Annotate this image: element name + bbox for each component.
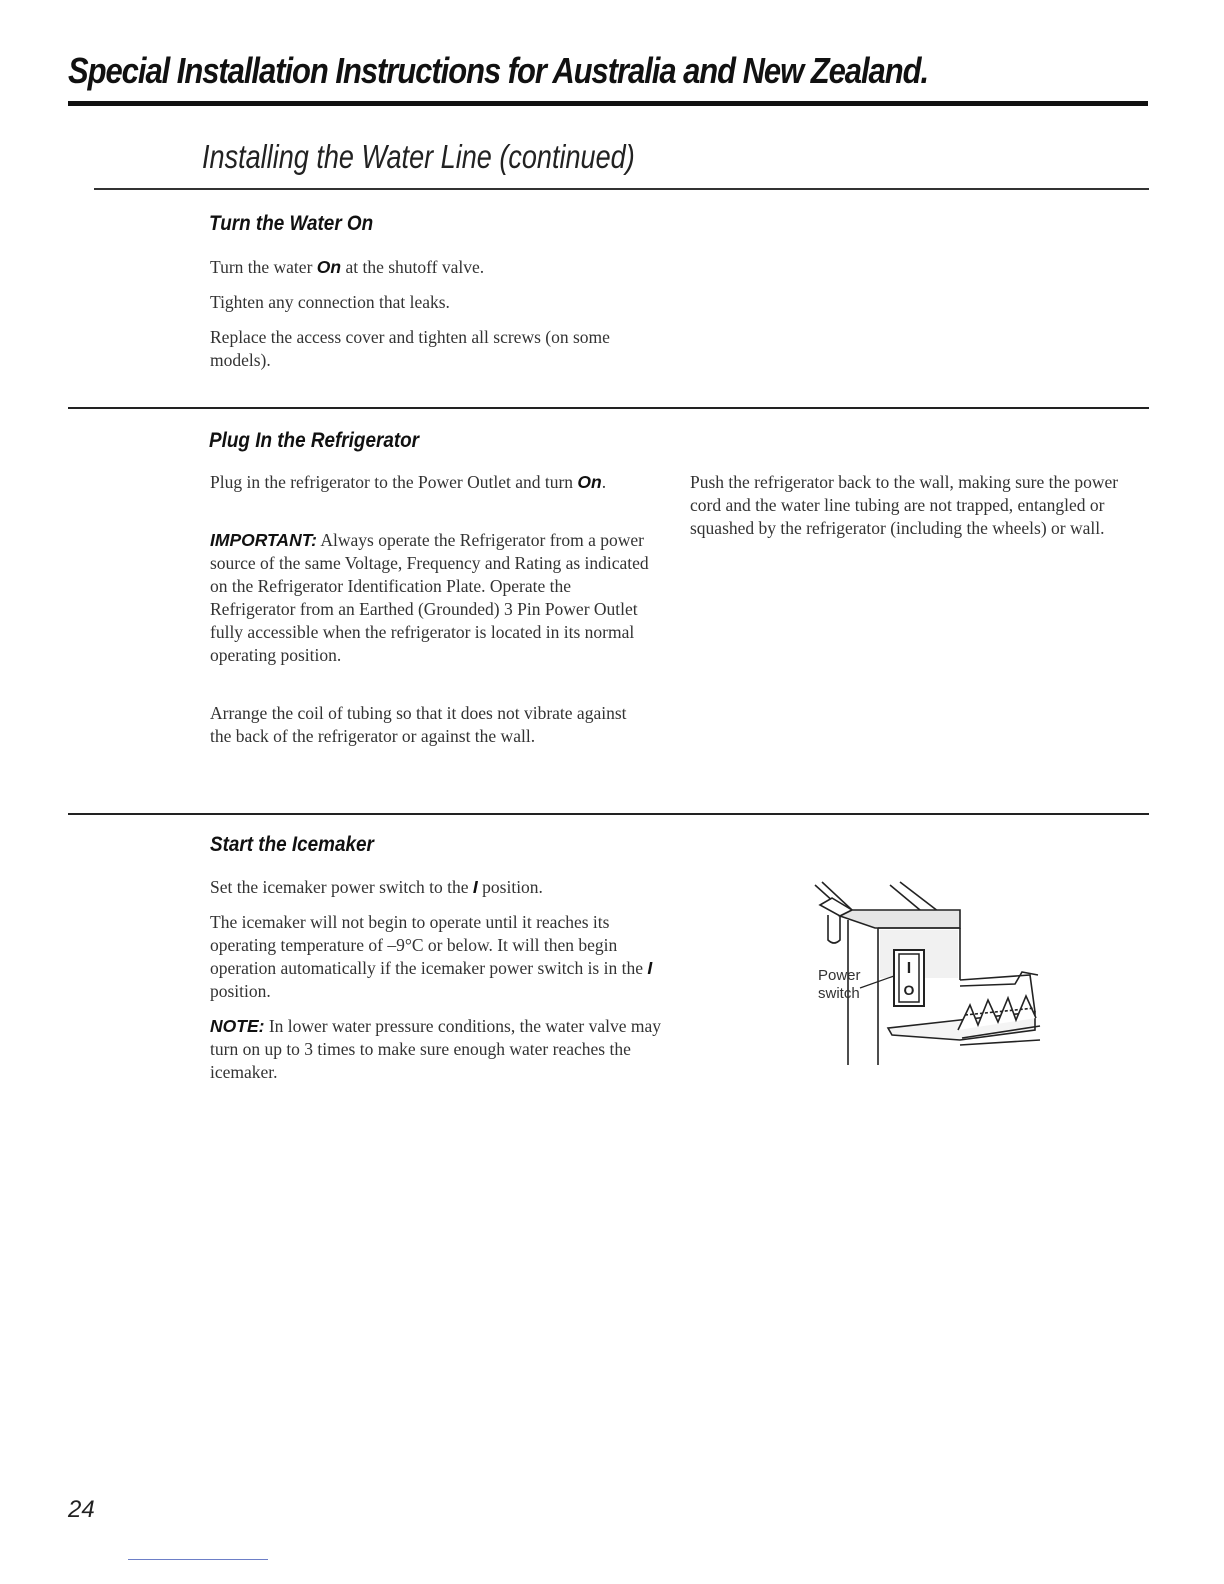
important-label: IMPORTANT: — [210, 530, 317, 550]
position-symbol: I — [647, 958, 653, 978]
water-on-step-1: Turn the water On at the shutoff valve. — [210, 257, 485, 277]
section-heading-start-icemaker: Start the Icemaker — [210, 833, 374, 856]
plug-in-step-1: Plug in the refrigerator to the Power Outlet and turn On. — [210, 472, 607, 492]
section-heading-plug-in: Plug In the Refrigerator — [209, 429, 420, 452]
icemaker-step-1: Set the icemaker power switch to the I position. — [210, 877, 543, 897]
icemaker-step-2: The icemaker will not begin to operate until it reaches its operating temperature of –9°C or below. It will then begin operation automatically if the icemaker power switch is in the I position. — [210, 912, 653, 1001]
subtitle-rule — [94, 188, 1149, 190]
plug-in-step-coil: Arrange the coil of tubing so that it does not vibrate against the back of the refrigerator or against the wall. — [210, 703, 627, 746]
switch-off-symbol: O — [903, 982, 915, 998]
title-rule — [68, 101, 1148, 106]
water-on-step-3: Replace the access cover and tighten all screws (on some models). — [210, 327, 610, 370]
power-switch-label-line-1: Power — [818, 967, 861, 984]
page-title: Special Installation Instructions for Australia and New Zealand. — [68, 50, 929, 91]
page-subtitle: Installing the Water Line (continued) — [202, 138, 635, 175]
icemaker-note: NOTE: In lower water pressure conditions, the water valve may turn on up to 3 times to make sure enough water reaches the icemaker. — [210, 1016, 661, 1082]
on-keyword: On — [577, 472, 602, 492]
footer-line — [128, 1559, 268, 1560]
position-symbol: I — [472, 877, 478, 897]
page-number: 24 — [68, 1496, 95, 1523]
section-divider — [68, 813, 1149, 815]
power-switch-label-line-2: switch — [818, 985, 860, 1002]
switch-on-symbol: I — [906, 960, 912, 977]
section-heading-turn-water-on: Turn the Water On — [209, 212, 374, 235]
section-divider — [68, 407, 1149, 409]
icemaker-switch-illustration — [800, 880, 1050, 1075]
water-on-step-2: Tighten any connection that leaks. — [210, 292, 450, 312]
plug-in-step-push-back: Push the refrigerator back to the wall, making sure the power cord and the water line tubing are not trapped, entangled or squashed by the refrigerator (including the wheels) or wall. — [690, 472, 1119, 538]
note-label: NOTE: — [210, 1016, 265, 1036]
plug-in-important-note: IMPORTANT: Always operate the Refrigerator from a power source of the same Voltage, Frequency and Rating as indicated on the Refrigerator Identification Plate. Operate the Refrigerator from an Earthed (Grounded) 3 Pin Power Outlet fully accessible when the refrigerator is located in its normal operating position. — [210, 530, 649, 665]
label-leader-line — [860, 976, 894, 988]
on-keyword: On — [316, 257, 342, 277]
